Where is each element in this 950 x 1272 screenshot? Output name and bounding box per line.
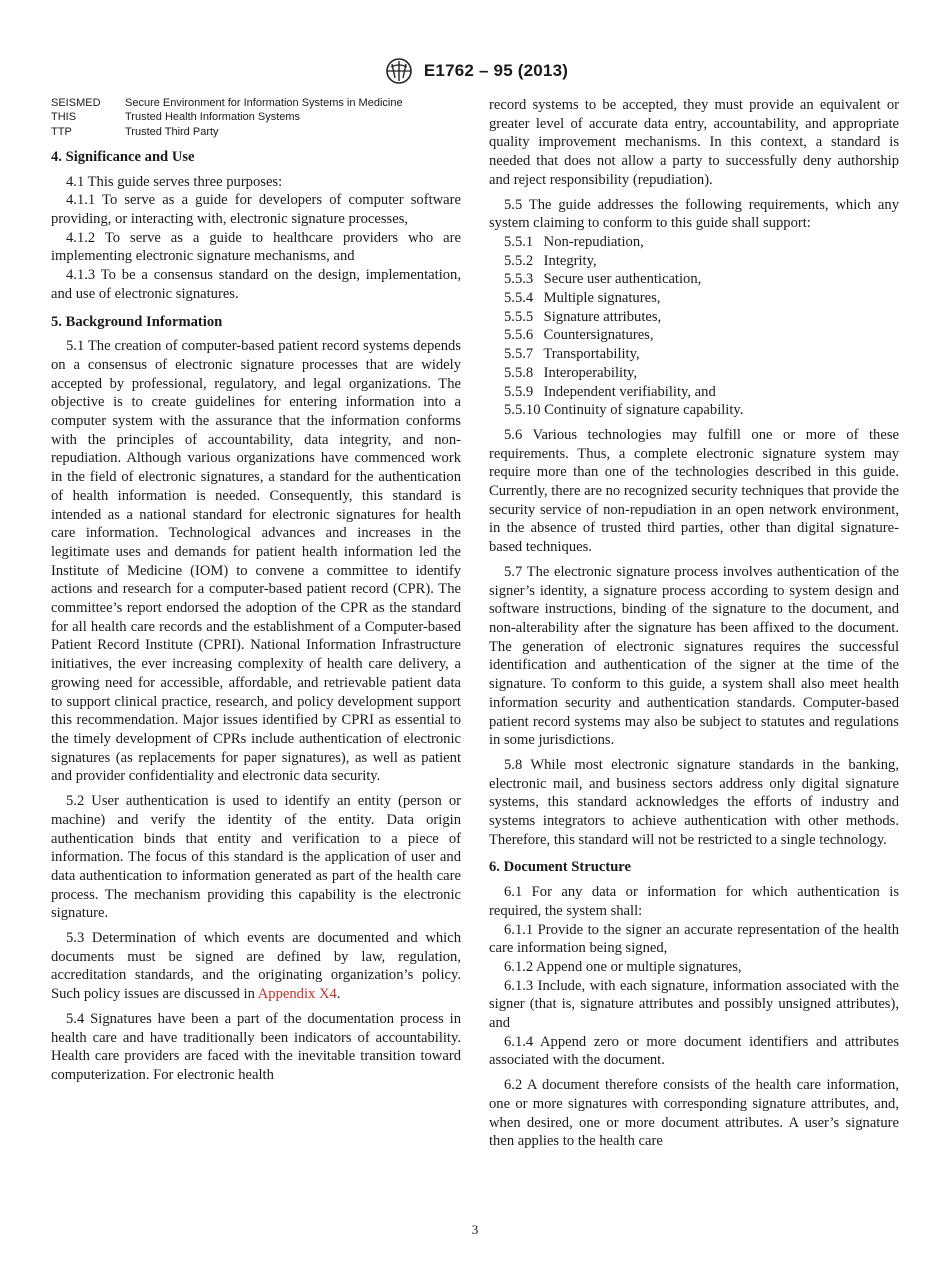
paragraph-5-3 — [51, 929, 461, 1004]
requirements-list — [489, 233, 899, 420]
list-item: 5.5.3 Secure user authentication, — [504, 271, 702, 288]
paragraph-6-1-4: 6.1.4 Append zero or more document identifiers and attributes associated with the document. — [489, 1033, 899, 1069]
list-item: 5.5.6 Countersignatures, — [504, 327, 654, 344]
paragraph-4-1: 4.1 This guide serves three purposes: — [66, 173, 283, 190]
paragraph-6-1-2: 6.1.2 Append one or multiple signatures, — [504, 958, 742, 975]
paragraph-6-1-3: 6.1.3 Include, with each signature, information associated with the signer (that is, signature attributes and possibly unsigned attributes), and — [489, 977, 899, 1032]
paragraph-6-1: 6.1 For any data or information for which authentication is required, the system shall: — [489, 884, 899, 919]
left-column — [51, 96, 461, 1085]
standard-designation: E1762 – 95 (2013) — [423, 61, 569, 80]
page-number: 3 — [471, 1222, 479, 1237]
right-column — [489, 96, 899, 1151]
paragraph-5-8: 5.8 While most electronic signature standards in the banking, electronic mail, and business sectors address only digital signature systems, this standard acknowledges the efforts of industry and systems integrators to achieve authentication with other methods. Therefore, this standard will not be restricted to a single technology. — [489, 756, 899, 848]
section-heading-4: 4. Significance and Use — [51, 148, 195, 165]
abbreviation-definition: Trusted Third Party — [125, 125, 219, 138]
paragraph-4-1-1: 4.1.1 To serve as a guide for developers of computer software providing, or interacting with, electronic signature processes, — [51, 192, 461, 227]
list-item: 5.5.8 Interoperability, — [504, 364, 638, 381]
list-item: 5.5.2 Integrity, — [504, 252, 597, 269]
list-item: 5.5.10 Continuity of signature capability. — [504, 402, 744, 419]
list-item: 5.5.1 Non-repudiation, — [504, 233, 644, 250]
abbreviation-definition: Trusted Health Information Systems — [125, 111, 301, 124]
paragraph-5-5: 5.5 The guide addresses the following requirements, which any system claiming to conform to this guide shall support: — [489, 196, 899, 232]
paragraph-6-2: 6.2 A document therefore consists of the health care information, one or more signatures with corresponding signature attributes, and, when desired, one or more document attributes. A user’s signature then applies to the health care — [489, 1077, 899, 1150]
paragraph-5-2: 5.2 User authentication is used to identify an entity (person or machine) and verify the identity of the entity. Data origin authentication binds that entity and verification to a piece of information. The focus of this standard is the application of user and data authentication to information generated as part of the health care process. The mechanism providing this capability is the electronic signature. — [51, 793, 461, 922]
page-header — [0, 57, 950, 85]
section-heading-6: 6. Document Structure — [489, 859, 631, 876]
list-item: 5.5.9 Independent verifiability, and — [504, 383, 716, 400]
abbreviation-row — [51, 110, 403, 124]
appendix-x4-link[interactable]: Appendix X4 — [257, 986, 337, 1003]
paragraph-5-3-end: . — [336, 986, 341, 1003]
abbreviation-term: SEISMED — [51, 97, 101, 109]
paragraph-5-4-continued: record systems to be accepted, they must provide an equivalent or greater level of accurate data entry, accountability, and appropriate quality improvement mechanisms. In this context, a standard is needed that does not allow a party to successfully deny authorship and reject responsibility (repudiation). — [489, 97, 899, 188]
paragraph-5-3-text: 5.3 Determination of which events are documented and which documents must be signed are defined by law, regulation, accreditation standards, and the originating organization’s policy. Such policy issues are discussed in — [51, 930, 461, 1003]
paragraph-5-7: 5.7 The electronic signature process involves authentication of the signer’s identity, a signature process according to system design and software instructions, binding of the signature to the document, and non-alterability after the signature has been affixed to the document. The generation of electronic signatures requires the successful identification and authentication of the signer at the time of the signature. To conform to this guide, a system shall also meet health information security and authentication standards. Computer-based patient record systems may also be subject to statutes and regulations in some jurisdictions. — [489, 563, 899, 749]
abbreviation-term: TTP — [51, 125, 72, 138]
paragraph-5-4: 5.4 Signatures have been a part of the documentation process in health care and have traditionally been indicators of accountability. Health care providers are faced with the inevitable transition toward computerization. For electronic health — [51, 1010, 461, 1083]
list-item: 5.5.7 Transportability, — [504, 346, 640, 363]
section-heading-5: 5. Background Information — [51, 313, 223, 330]
abbreviation-row — [51, 96, 403, 110]
paragraph-4-1-3: 4.1.3 To be a consensus standard on the design, implementation, and use of electronic signatures. — [51, 267, 461, 302]
astm-logo-icon — [382, 57, 416, 85]
paragraph-4-1-2: 4.1.2 To serve as a guide to healthcare providers who are implementing electronic signature mechanisms, and — [51, 229, 461, 265]
abbreviation-definition: Secure Environment for Information Systems in Medicine — [125, 97, 403, 109]
abbreviation-term: THIS — [51, 111, 77, 124]
list-item: 5.5.5 Signature attributes, — [504, 308, 662, 325]
abbreviations-table — [51, 96, 403, 139]
list-item: 5.5.4 Multiple signatures, — [504, 290, 661, 307]
abbreviation-row — [51, 125, 403, 139]
paragraph-6-1-1: 6.1.1 Provide to the signer an accurate representation of the health care information being signed, — [489, 921, 899, 957]
paragraph-5-1: 5.1 The creation of computer-based patient record systems depends on a consensus of electronic signature processes that are widely accepted by professional, regulatory, and legal organizations. The objective is to create guidelines for entering information into a computer system with the assurance that the information conforms with the principles of accountability, data integrity, and non-repudiation. Although various organizations have commenced work in the field of electronic signatures, a standard for the authentication of health information is needed. Consequently, this standard is intended as a national standard for electronic signatures for health care information. Technological advances and increases in the legitimate uses and demands for patient health information led the Institute of Medicine (IOM) to convene a committee to identify actions and research for a computer-based patient record (CPR). The committee’s report endorsed the adoption of the CPR as the standard for all health care records and the establishment of a Computer-based Patient Record Institute (CPRI). National Information Infrastructure initiatives, the ever increasing complexity of health care delivery, a growing need for accessible, affordable, and retrievable patient data to support clinical practice, research, and policy development support this recommendation. Major issues identified by CPRI as essential to the timely development of CPRs include authentication of electronic signatures (as replacements for paper signatures), as well as patient and provider confidentiality and electronic data security. — [51, 338, 461, 785]
paragraph-5-6: 5.6 Various technologies may fulfill one or more of these requirements. Thus, a complete electronic signature system may require more than one of the technologies described in this guide. Currently, there are no recognized security techniques that provide the security service of non-repudiation in an open network environment, in the absence of trusted third parties, other than digital signature-based techniques. — [489, 426, 899, 556]
